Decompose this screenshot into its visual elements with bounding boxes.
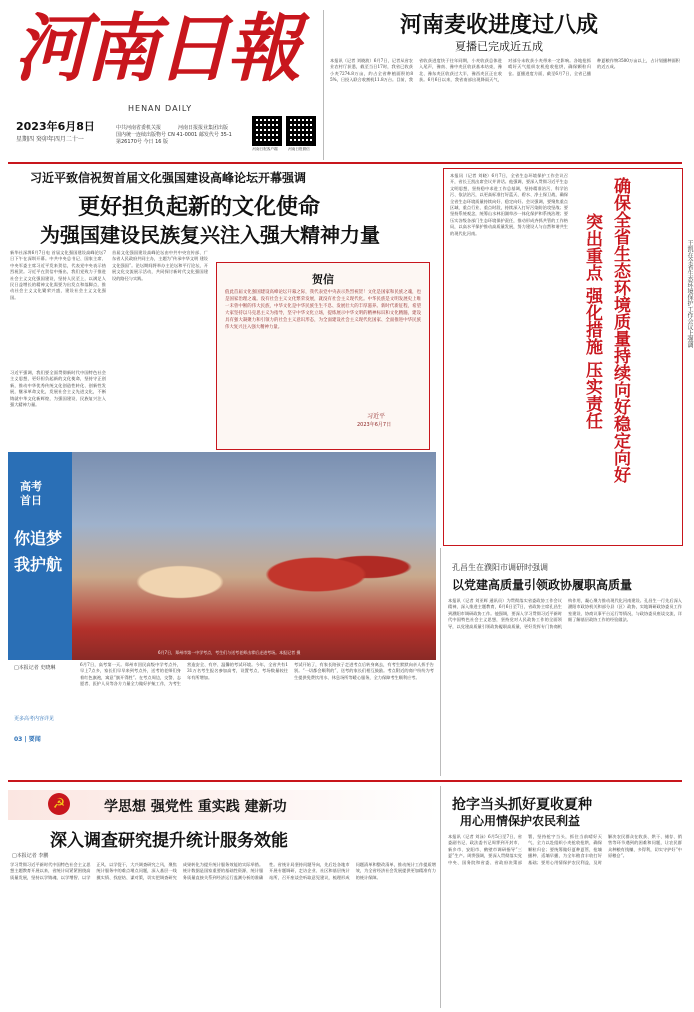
banner-text: 学思想 强党性 重实践 建新功 xyxy=(104,799,287,815)
lead-kicker: 习近平致信祝贺首届文化强国建设高峰论坛开幕强调 xyxy=(30,171,307,185)
publisher-group: 河南日报报业集团出版 xyxy=(178,125,229,131)
gaokao-body2: 考试开始了，有家长陪孩子走进考点后转身离去，有考生默默向亲人挥手告别。“一切都会顺利的”，送考的家长们相互鼓励。考点附近的商户纷纷为考生提供免费饮用水、休息场所等暖心服务，全力保障考生顺利应考。 xyxy=(294,662,434,680)
top-story-headline[interactable]: 河南麦收进度过八成 xyxy=(400,12,599,38)
puyang-kicker: 孔昌生在濮阳市调研时强调 xyxy=(452,563,548,572)
issue-number: 第26170号 今日 16 版 xyxy=(116,139,169,145)
harvest-headline1[interactable]: 抢字当头抓好夏收夏种 xyxy=(452,797,592,813)
qr-code-wechat[interactable] xyxy=(286,116,316,146)
gaokao-more-page[interactable]: 03 | 要闻 xyxy=(14,736,41,743)
letter-date: 2023年6月7日 xyxy=(357,422,392,428)
gaokao-big1[interactable]: 你追梦 xyxy=(14,529,63,548)
gaokao-photo[interactable] xyxy=(8,452,436,660)
top-story-subhead: 夏播已完成近五成 xyxy=(455,40,543,53)
gaokao-sidebar xyxy=(8,452,72,660)
lead-body-col2: 习近平强调，我们要全面贯彻新时代中国特色社会主义思想，更好担负起新的文化使命，坚持守正创新，推动中华优秀传统文化创造性转化、创新性发展，继承革命文化，发展社会主义先进文化，不断铸就中华文化新辉煌，为强国建设、民族复兴注入强大精神力量。 xyxy=(10,370,106,408)
logo-pinyin: HENAN DAILY xyxy=(128,104,193,113)
newspaper-logo: 河南日報 xyxy=(14,6,298,92)
lead-headline-line1[interactable]: 更好担负起新的文化使命 xyxy=(78,194,321,220)
harvest-body: 本报讯（记者 刘泳）6月5日至7日，省委副书记、政法委书记周霁到开封市、新乡市、安阳市、鹤壁市调研指导“三夏”生产。周霁强调，要深入贯彻落实党中央、国务院和省委、省政府决策部署，坚持抢字当头，抓住当前晴好天气，全力以赴组织小麦抢收抢烘，确保颗粒归仓；要统筹做好夏种夏管，抢墒播种、适墒早播，为全年粮食丰收打好基础；要用心用情保护农民利益，及时解决农民群众在收获、烘干、储存、销售等环节遇到的困难和问题，让农民群众种粮有钱赚、多得利，切实守护好“中原粮仓”。 xyxy=(448,834,682,865)
top-story-body: 本报讯（记者 刘晓波）6月7日，记者从省农业农村厅获悉，截至当日17时，我省已收获小麦7274.8万亩，约占全省种植面积的85%，日投入联合收割机11.8万台。目前，我省收获进度快于往年同期，小麦收获总体进入尾声，豫南、豫中麦区收获基本结束，豫北、豫东麦区收获过大半，豫西麦区正在收获。6月6日以来，我省南部出现降雨天气，对部分未收获小麦带来一定影响。各地抢抓晴好天气组织农机抢收抢烘，确保颗粒归仓。夏播进度方面，截至6月7日，全省已播种夏粮作物3500万亩以上，占计划播种面积的近五成。 xyxy=(330,58,680,83)
gaokao-photo-caption: 6月7日，郑州市第一中学考点，考生们与送考老师击掌后走进考场。本报记者 摄 xyxy=(158,650,301,655)
commentary-title-vertical[interactable]: 确保全省生态环境质量持续向好稳定向好 xyxy=(610,177,630,483)
commentary-body: 本报讯（记者 刘晓）6月7日，全省生态环境保护工作会议召开，省长王凯出席会议并讲话。他强调，要深入贯彻习近平生态文明思想，坚持稳中求进工作总基调，坚持精准治污、科学治污、依法治污，以更高标准打好蓝天、碧水、净土保卫战，确保全省生态环境质量持续向好、稳定向好。会议强调，要聚焦重点区域、重点行业、重点时段，持续深入打好污染防治攻坚战；要坚持系统观念，统筹山水林田湖草沙一体化保护和系统治理；要压实各级各部门生态环境保护责任，推动形成齐抓共管的工作格局，以高水平保护推动高质量发展，努力建设人与自然和谐共生的现代化河南。 xyxy=(450,173,568,236)
gaokao-label1: 高考 xyxy=(20,480,42,493)
research-byline: □本报记者 李鹏 xyxy=(12,853,49,859)
qr2-label: 河南日报微信 xyxy=(288,147,310,151)
research-headline[interactable]: 深入调查研究提升统计服务效能 xyxy=(50,831,288,851)
gaokao-big2[interactable]: 我护航 xyxy=(14,555,63,574)
puyang-body: 本报讯（记者 刘亚辉 通讯员）为贯彻落实省委政协工作会议精神，深入推进主题教育，6月6日至7日，省政协主席孔昌生到濮阳市调研政协工作。他强调，要深入学习贯彻习近平新时代中国特色社会主义思想，坚持党对人民政协工作的全面领导，以党建高质量引领政协履职高质量，更好发挥专门协商机构作用，凝心聚力推动现代化河南建设。孔昌生一行先后深入濮阳市政协机关和部分县（区）政协，实地调研政协委员工作室建设、协商议事平台运行等情况，与政协委员座谈交流，详细了解基层政协工作的经验做法。 xyxy=(448,598,682,629)
gaokao-label2: 首日 xyxy=(20,494,42,507)
lead-body-col3: 首届文化强国建设高峰论坛由中共中央宣传部、广东省人民政府共同主办，主题为“传承中华文明 建设文化强国”。论坛期间将举办主论坛和平行论坛，开展文化交流展示活动，共同探讨新时代文化强国建设的路径与实践。 xyxy=(112,250,208,281)
letter-title: 贺信 xyxy=(312,273,334,286)
harvest-headline2[interactable]: 用心用情保护农民利益 xyxy=(460,814,581,828)
qr1-label: 河南日报客户端 xyxy=(252,147,278,151)
research-body: 学习贯彻习近平新时代中国特色社会主义思想主题教育开展以来，省统计局紧紧围绕高质量发展，坚持以学铸魂、以学增智、以学正风、以学促干，大兴调查研究之风，聚焦统计服务中的难点堵点问题，深入基层一线摸实情、找症结、谋对策，切实把调查研究成果转化为提升统计服务效能的实际举措。统计数据是国家重要的基础性资源，统计服务质量直接关系到经济运行监测分析的准确性。省统计局坚持问题导向，先后赴各地市开展专题调研，走访企业、社区和基层统计站所，召开座谈会听取意见建议，梳理形成问题清单和整改清单，推动统计工作提质增效，为全省经济社会发展提供更加精准有力的统计保障。 xyxy=(10,862,436,880)
gaokao-more-label: 更多高考内容详见 xyxy=(14,716,55,722)
weekday-lunar: 星期四 癸卯年四月二十一 xyxy=(16,136,84,143)
letter-box xyxy=(216,262,430,450)
party-emblem-icon: ☭ xyxy=(48,793,70,815)
publisher-line: 中共河南省委机关报 xyxy=(116,125,162,131)
lead-headline-line2[interactable]: 为强国建设民族复兴注入强大精神力量 xyxy=(40,223,380,247)
codes-line: 国内统一连续出版物号 CN 41-0001 邮发代号 35-1 xyxy=(116,132,232,138)
gaokao-byline: □本报记者 史晓琳 xyxy=(14,665,56,671)
gaokao-body: 6月7日，高考第一天。郑州市回民高级中学考点外，早上7点多，家长们早早来到考点外，送考的老师们身着红色旗袍，寓意“旗开得胜”。在考点周边，交警、志愿者、医护人员等各方力量全力做好护航工作，为考生营造安全、有序、温馨的考试环境。今年，全省共有131万名考生报名参加高考，设置考点、考场数量较往年有所增加。 xyxy=(80,662,288,687)
letter-body: 值此首届文化强国建设高峰论坛开幕之际，我代表党中央表示热烈祝贺！文化是国家和民族之魂，也是国家治理之魂。没有社会主义文化繁荣发展，就没有社会主义现代化。中华民族是文明发展史上唯一未曾中断的伟大民族，中华文化是中华民族生生不息、发展壮大的丰厚滋养。新时代新征程，希望大家坚持以马克思主义为指导，坚守中华文化立场，提炼展示中华文明的精神标识和文化精髓，建设具有强大凝聚力和引领力的社会主义意识形态，为全面建设社会主义现代化国家、全面推进中华民族伟大复兴注入强大精神力量。 xyxy=(225,290,421,330)
commentary-right-vertical: 王凯在全省生态环境保护工作会议上强调 xyxy=(686,240,693,348)
puyang-headline[interactable]: 以党建高质量引领政协履职高质量 xyxy=(452,578,633,592)
issue-date: 2023年6月8日 xyxy=(16,120,95,133)
commentary-box xyxy=(443,168,683,546)
photo-crowd xyxy=(78,492,418,642)
commentary-subtitle-vertical[interactable]: 突出重点 强化措施 压实责任 xyxy=(582,213,602,429)
letter-signature: 习近平 xyxy=(367,413,386,420)
party-banner xyxy=(8,790,438,820)
lead-body-col1: 新华社深圳6月7日电 首届文化强国建设高峰论坛7日下午在深圳开幕。中共中央总书记、国家主席、中央军委主席习近平发来贺信，代表党中央表示热烈祝贺。习近平在贺信中指出，我们党致力于推进社会主义文化强国建设，坚持人民至上，以满足人民日益增长的精神文化需要为出发点和落脚点，推动社会主义文化繁荣兴盛，建设社会主义文化强国。 xyxy=(10,250,106,300)
qr-code-app[interactable] xyxy=(252,116,282,146)
